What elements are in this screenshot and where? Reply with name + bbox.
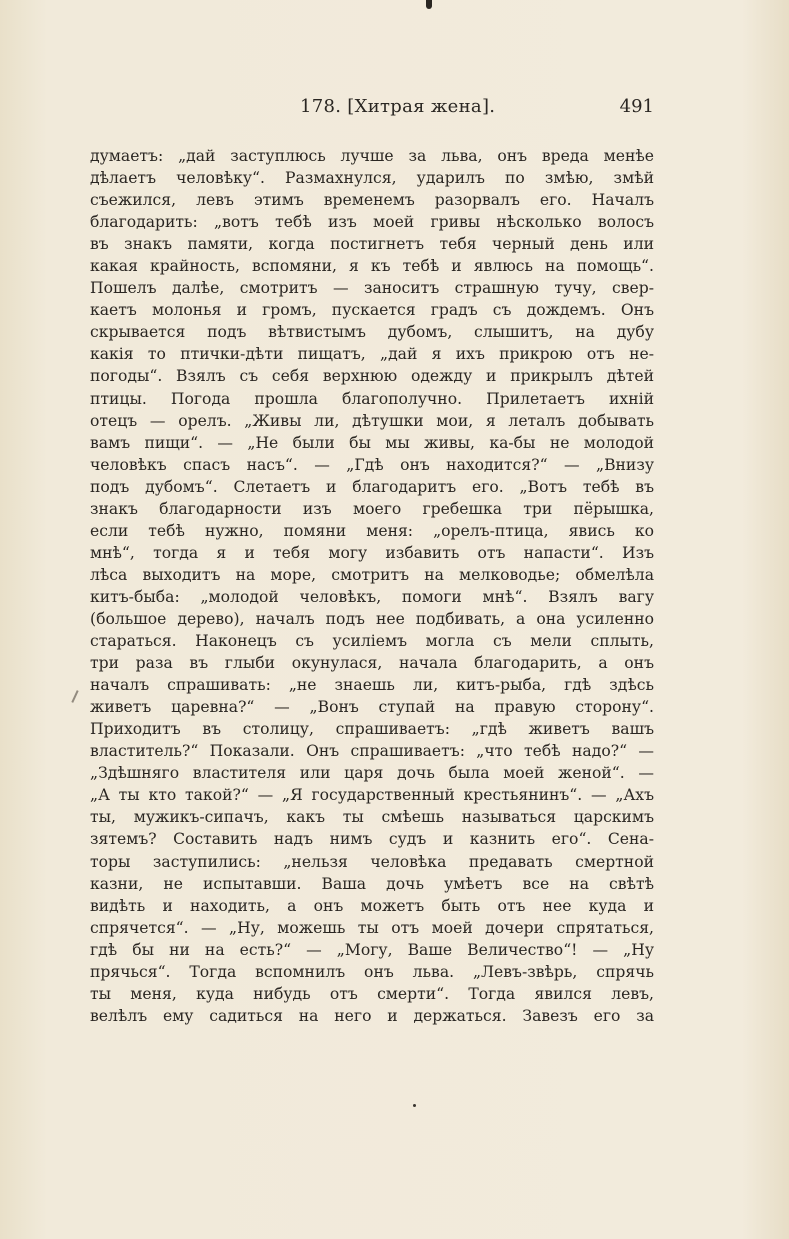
text-line-4: благодарить: „вотъ тебѣ изъ моей гривы нѣсколько волосъ [90, 213, 654, 232]
text-line-10: какія то птички-дѣти пищатъ, „дай я ихъ прикрою отъ не- [90, 345, 654, 364]
text-line-39: ты меня, куда нибудь отъ смерти“. Тогда явился левъ, [90, 984, 654, 1003]
text-line-26: живетъ царевна?“ — „Вонъ ступай на правую сторону“. [90, 698, 654, 717]
text-line-2: дѣлаетъ человѣку“. Размахнулся, ударилъ по змѣю, змѣй [90, 169, 654, 188]
body-text [90, 145, 654, 1027]
text-line-36: спрячется“. — „Ну, можешь ты отъ моей дочери спрятаться, [90, 918, 654, 937]
text-line-6: какая крайность, вспомяни, я къ тебѣ и явлюсь на помощь“. [90, 257, 654, 276]
text-line-24: три раза въ глыби окунулася, начала благодарить, а онъ [90, 654, 654, 673]
page-header [90, 96, 654, 126]
text-line-37: гдѣ бы ни на есть?“ — „Могу, Ваше Величество“! — „Ну [90, 940, 654, 959]
text-line-5: въ знакъ памяти, когда постигнетъ тебя черный день или [90, 235, 654, 254]
text-line-17: знакъ благодарности изъ моего гребешка три пёрышка, [90, 499, 654, 518]
text-line-32: зятемъ? Составить надъ нимъ судъ и казнить его“. Сена- [90, 830, 654, 849]
text-line-9: скрывается подъ вѣтвистымъ дубомъ, слышитъ, на дубу [90, 323, 654, 342]
text-line-3: съежился, левъ этимъ временемъ разорвалъ его. Началъ [90, 191, 654, 210]
ink-spot [426, 0, 432, 9]
text-line-40: велѣлъ ему садиться на него и держаться. Завезъ его за [90, 1006, 654, 1025]
text-line-34: казни, не испытавши. Ваша дочь умѣетъ все на свѣтѣ [90, 874, 654, 893]
text-line-38: прячься“. Тогда вспомнилъ онъ льва. „Левъ-звѣрь, спрячь [90, 962, 654, 981]
text-line-18: если тебѣ нужно, помяни меня: „орелъ-птица, явись ко [90, 521, 654, 540]
running-head: 178. [Хитрая жена]. [300, 96, 496, 117]
text-line-29: „Здѣшняго властителя или царя дочь была моей женой“. — [90, 764, 654, 783]
text-line-14: вамъ пищи“. — „Не были бы мы живы, ка-бы не молодой [90, 433, 654, 452]
text-line-1: думаетъ: „дай заступлюсь лучше за льва, онъ вреда менѣе [90, 147, 654, 165]
text-line-11: погоды“. Взялъ съ себя верхнюю одежду и прикрылъ дѣтей [90, 367, 654, 386]
text-line-16: подъ дубомъ“. Слетаетъ и благодаритъ его. „Вотъ тебѣ въ [90, 477, 654, 496]
text-line-19: мнѣ“, тогда я и тебя могу избавить отъ напасти“. Изъ [90, 543, 654, 562]
text-line-21: китъ-быба: „молодой человѣкъ, помоги мнѣ“. Взялъ вагу [90, 587, 654, 606]
margin-mark [71, 690, 78, 703]
text-line-35: видѣть и находить, а онъ можетъ быть отъ нее куда и [90, 896, 654, 915]
text-line-33: торы заступились: „нельзя человѣка предавать смертной [90, 852, 654, 871]
text-line-27: Приходитъ въ столицу, спрашиваетъ: „гдѣ живетъ вашъ [90, 720, 654, 739]
text-line-8: каетъ молонья и громъ, пускается градъ съ дождемъ. Онъ [90, 301, 654, 320]
text-line-31: ты, мужикъ-сипачъ, какъ ты смѣешь называться царскимъ [90, 808, 654, 827]
text-line-22: (большое дерево), началъ подъ нее подбивать, а она усиленно [90, 609, 654, 628]
text-line-7: Пошелъ далѣе, смотритъ — заноситъ страшную тучу, свер- [90, 279, 654, 298]
text-line-23: стараться. Наконецъ съ усиліемъ могла съ мели сплыть, [90, 632, 654, 651]
text-line-28: властитель?“ Показали. Онъ спрашиваетъ: „что тебѣ надо?“ — [90, 742, 654, 761]
text-line-13: отецъ — орелъ. „Живы ли, дѣтушки мои, я леталъ добывать [90, 411, 654, 430]
text-line-12: птицы. Погода прошла благополучно. Прилетаетъ ихній [90, 389, 654, 408]
page-number: 491 [619, 96, 654, 117]
ink-speck [413, 1104, 416, 1107]
text-line-15: человѣкъ спасъ насъ“. — „Гдѣ онъ находится?“ — „Внизу [90, 455, 654, 474]
text-line-25: началъ спрашивать: „не знаешь ли, китъ-рыба, гдѣ здѣсь [90, 676, 654, 695]
text-line-20: лѣса выходитъ на море, смотритъ на мелководье; обмелѣла [90, 565, 654, 584]
text-line-30: „А ты кто такой?“ — „Я государственный крестьянинъ“. — „Ахъ [90, 786, 654, 805]
